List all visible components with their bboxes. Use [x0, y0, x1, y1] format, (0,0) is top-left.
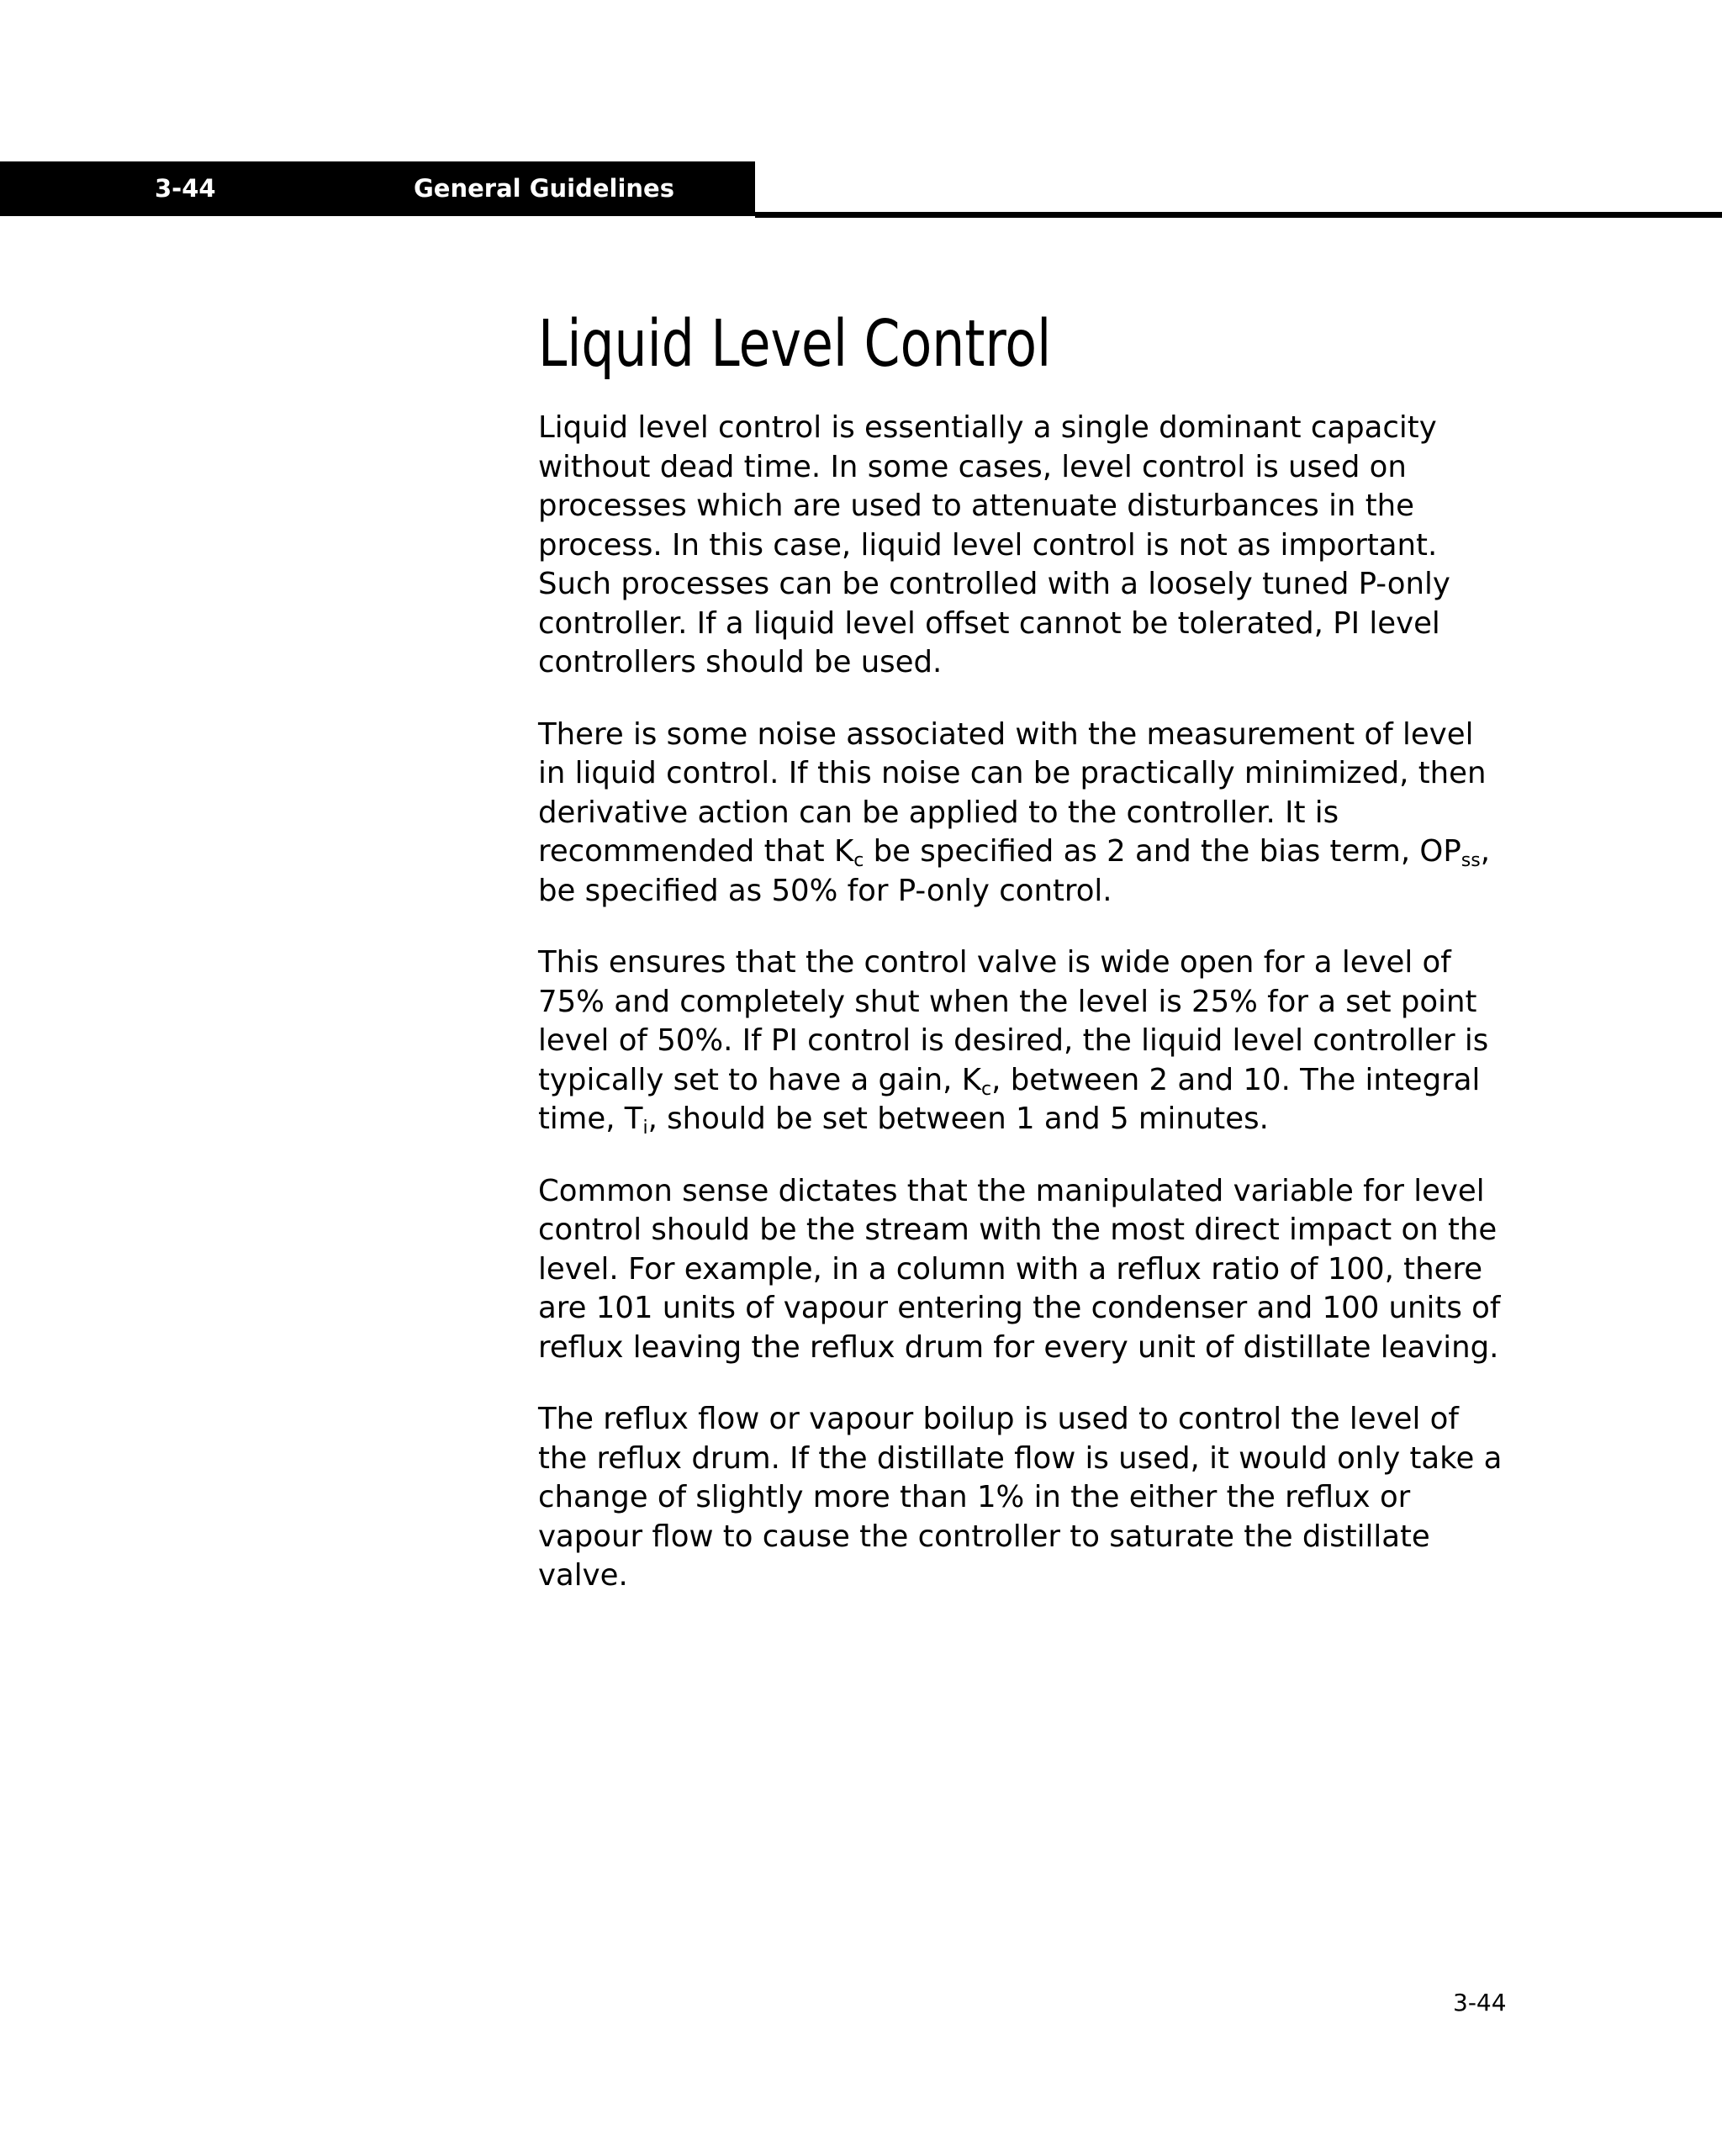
header-page-number: 3-44 — [155, 174, 216, 203]
paragraph-3-text-c: , should be set between 1 and 5 minutes. — [647, 1102, 1269, 1136]
paragraph-2 — [538, 716, 1505, 912]
paragraph-5: The reflux flow or vapour boilup is used to control the level of the reflux drum. If the distillate flow is used, it would only take a change of slightly more than 1% in the either the reflux or vapour flow to cause the controller to saturate the distillate valve. — [538, 1402, 1503, 1593]
opss-subscript: ss — [1461, 850, 1481, 871]
kc-subscript: c — [853, 850, 864, 871]
header-rule — [755, 212, 1722, 218]
paragraph-2-text-b: be specified as 2 and the bias term, OP — [864, 834, 1461, 869]
paragraph-3-text-a: This ensures that the control valve is wide open for a level of 75% and completely shut when the level is 25% for a set point level of 50%. If PI control is desired, the liquid level controller is typically set to have a gain, K — [538, 945, 1489, 1097]
page-title: Liquid Level Control — [538, 307, 1052, 382]
paragraph-1: Liquid level control is essentially a single dominant capacity without dead time. In some cases, level control is used on processes which are used to attenuate disturbances in the process. In this case, liquid level control is not as important. Such processes can be controlled with a loosely tuned P-only controller. If a liquid level offset cannot be tolerated, PI level controllers should be used. — [538, 410, 1450, 679]
footer-page-number: 3-44 — [1453, 1989, 1507, 2016]
paragraph-3-text-b: , between 2 and 10. The integral time, T — [538, 1062, 1481, 1136]
paragraph-4: Common sense dictates that the manipulated variable for level control should be the stream with the most direct impact on the level. For example, in a column with a reflux ratio of 100, there are 101 units of vapour entering the condenser and 100 units of reflux leaving the reflux drum for every unit of distillate leaving. — [538, 1173, 1501, 1365]
ti-subscript: i — [642, 1118, 648, 1139]
header-section-title: General Guidelines — [414, 174, 674, 203]
kc-subscript: c — [981, 1078, 992, 1100]
paragraph-3 — [538, 943, 1505, 1139]
body-text — [538, 409, 1505, 1629]
paragraph-2-text-a: There is some noise associated with the measurement of level in liquid control. If this noise can be practically minimized, then derivative action can be applied to the controller. It is recommended that K — [538, 716, 1487, 869]
paragraph-2-text-c: , be specified as 50% for P-only control. — [538, 834, 1490, 908]
